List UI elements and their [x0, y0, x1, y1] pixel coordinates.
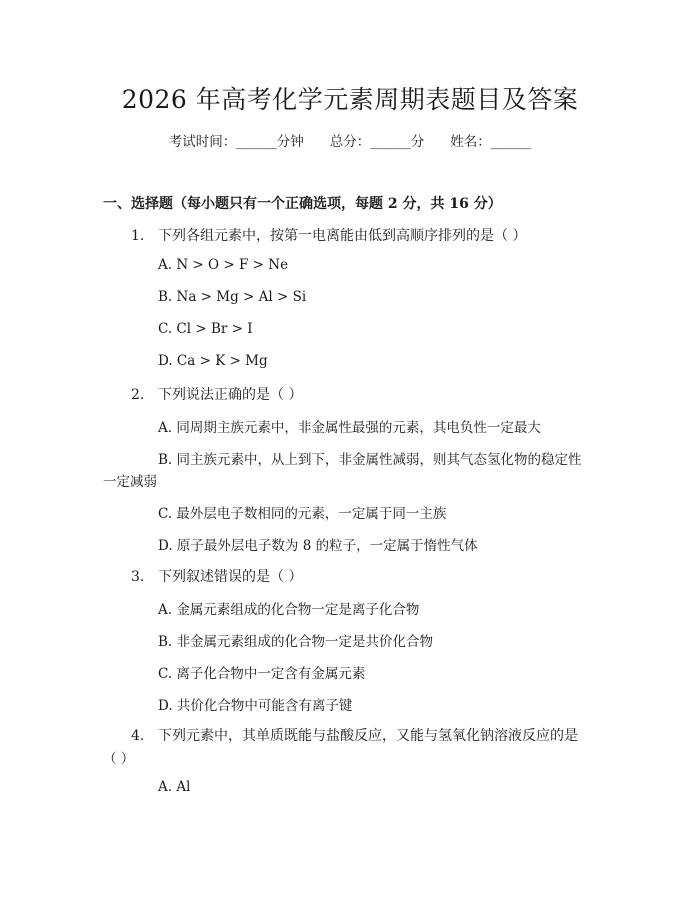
q2-option-d: D. 原子最外层电子数为 8 的粒子，一定属于惰性气体 [158, 538, 478, 554]
question-number: 4. [131, 728, 145, 744]
question-text: 下列说法正确的是（ ） [158, 387, 303, 403]
q2-option-a: A. 同周期主族元素中，非金属性最强的元素，其电负性一定最大 [158, 420, 541, 436]
question-text: 下列各组元素中，按第一电离能由低到高顺序排列的是（ ） [158, 228, 527, 244]
q1-option-d: D. Ca > K > Mg [158, 353, 268, 369]
question-3 [131, 566, 302, 586]
q1-option-c: C. Cl > Br > I [158, 321, 253, 337]
page-title: 2026 年高考化学元素周期表题目及答案 [121, 85, 579, 114]
exam-score: 总分：______分 [329, 134, 425, 150]
q2-option-b-continued: 一定减弱 [103, 474, 157, 490]
question-text: 下列元素中，其单质既能与盐酸反应，又能与氢氧化钠溶液反应的是 [158, 728, 578, 744]
q1-option-a: A. N > O > F > Ne [158, 257, 289, 273]
q3-option-d: D. 共价化合物中可能含有离子键 [158, 698, 353, 714]
question-4 [131, 725, 578, 745]
question-1 [131, 225, 526, 245]
question-number: 2. [131, 387, 145, 403]
q3-option-b: B. 非金属元素组成的化合物一定是共价化合物 [158, 634, 434, 650]
question-4-continued: （ ） [103, 751, 135, 767]
q3-option-c: C. 离子化合物中一定含有金属元素 [158, 666, 366, 682]
exam-time: 考试时间：______分钟 [168, 134, 304, 150]
q1-option-b: B. Na > Mg > Al > Si [158, 289, 307, 305]
section-heading: 一、选择题（每小题只有一个正确选项，每题 2 分，共 16 分） [103, 196, 502, 212]
question-number: 1. [131, 228, 145, 244]
exam-meta [0, 130, 700, 150]
q4-option-a: A. Al [158, 779, 191, 795]
q2-option-b: B. 同主族元素中，从上到下，非金属性减弱，则其气态氢化物的稳定性 [158, 452, 582, 468]
q3-option-a: A. 金属元素组成的化合物一定是离子化合物 [158, 602, 420, 618]
question-number: 3. [131, 569, 145, 585]
q2-option-c: C. 最外层电子数相同的元素，一定属于同一主族 [158, 506, 447, 522]
student-name: 姓名：______ [450, 134, 532, 150]
question-text: 下列叙述错误的是（ ） [158, 569, 303, 585]
question-2 [131, 384, 302, 404]
